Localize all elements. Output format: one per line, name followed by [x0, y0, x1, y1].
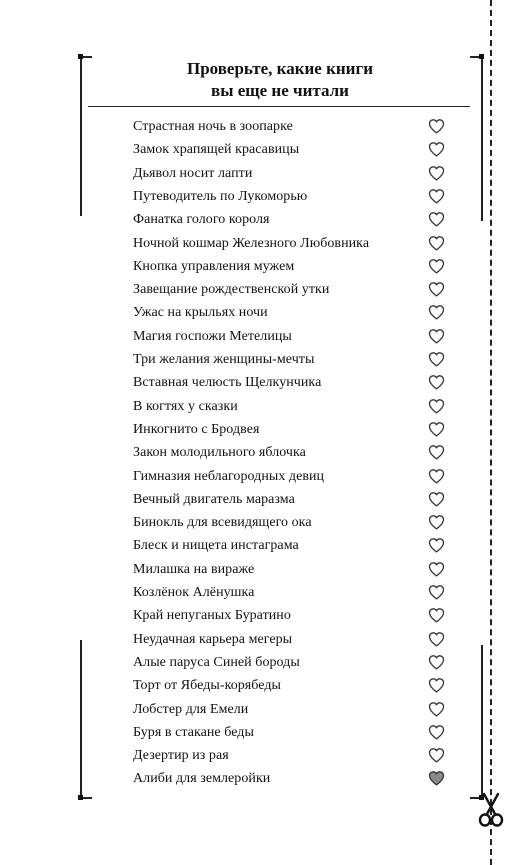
heart-outline-icon[interactable] [428, 398, 445, 415]
book-item [133, 465, 453, 488]
heart-outline-icon[interactable] [428, 444, 445, 461]
book-title: Милашка на вираже [133, 561, 255, 577]
book-item [133, 581, 453, 604]
book-title: Торт от Ябеды-корябеды [133, 678, 281, 694]
book-item [133, 418, 453, 441]
heart-outline-icon[interactable] [428, 351, 445, 368]
heart-filled-icon[interactable] [428, 770, 445, 787]
book-title: Край непуганых Буратино [133, 608, 291, 624]
book-item [133, 255, 453, 278]
book-title: В когтях у сказки [133, 398, 238, 414]
heart-outline-icon[interactable] [428, 421, 445, 438]
book-title: Гимназия неблагородных девиц [133, 468, 325, 484]
book-title: Бинокль для всевидящего ока [133, 515, 312, 531]
heart-outline-icon[interactable] [428, 701, 445, 718]
book-title: Блеск и нищета инстаграма [133, 538, 299, 554]
book-title: Страстная ночь в зоопарке [133, 119, 293, 134]
book-item [133, 558, 453, 581]
book-item [133, 185, 453, 208]
heart-outline-icon[interactable] [428, 537, 445, 554]
book-item [133, 651, 453, 674]
book-title: Магия госпожи Метелицы [133, 328, 292, 344]
heart-outline-icon[interactable] [428, 188, 445, 205]
book-item [133, 511, 453, 534]
heart-outline-icon[interactable] [428, 631, 445, 648]
heart-outline-icon[interactable] [428, 328, 445, 345]
book-title: Вечный двигатель маразма [133, 491, 295, 507]
book-item [133, 721, 453, 744]
book-item [133, 674, 453, 697]
heart-outline-icon[interactable] [428, 584, 445, 601]
book-item [133, 348, 453, 371]
book-title: Алые паруса Синей бороды [133, 654, 300, 670]
book-title: Ужас на крыльях ночи [133, 305, 268, 321]
heart-outline-icon[interactable] [428, 468, 445, 485]
book-title: Фанатка голого короля [133, 212, 270, 228]
heart-outline-icon[interactable] [428, 747, 445, 764]
title-line-2: вы еще не читали [211, 81, 349, 100]
heart-outline-icon[interactable] [428, 211, 445, 228]
book-title: Алиби для землеройки [133, 771, 271, 787]
book-item [133, 744, 453, 767]
book-item [133, 767, 453, 790]
heart-outline-icon[interactable] [428, 304, 445, 321]
book-item [133, 115, 453, 138]
heart-outline-icon[interactable] [428, 724, 445, 741]
book-item [133, 138, 453, 161]
heart-outline-icon[interactable] [428, 561, 445, 578]
heart-outline-icon[interactable] [428, 235, 445, 252]
heart-outline-icon[interactable] [428, 165, 445, 182]
heart-outline-icon[interactable] [428, 654, 445, 671]
heart-outline-icon[interactable] [428, 491, 445, 508]
heart-outline-icon[interactable] [428, 258, 445, 275]
book-title: Дьявол носит лапти [133, 165, 253, 181]
heart-outline-icon[interactable] [428, 677, 445, 694]
book-item [133, 628, 453, 651]
heart-outline-icon[interactable] [428, 281, 445, 298]
book-title: Дезертир из рая [133, 748, 229, 764]
book-title: Лобстер для Емели [133, 701, 249, 717]
heart-outline-icon[interactable] [428, 607, 445, 624]
book-item [133, 232, 453, 255]
book-title: Кнопка управления мужем [133, 258, 295, 274]
book-item [133, 162, 453, 185]
book-item [133, 208, 453, 231]
book-title: Замок храпящей красавицы [133, 142, 300, 158]
book-title: Неудачная карьера мегеры [133, 631, 293, 647]
book-title: Вставная челюсть Щелкунчика [133, 375, 322, 391]
book-item [133, 604, 453, 627]
heart-outline-icon[interactable] [428, 514, 445, 531]
book-item [133, 278, 453, 301]
book-item [133, 301, 453, 324]
heart-outline-icon[interactable] [428, 374, 445, 391]
book-title: Ночной кошмар Железного Любовника [133, 235, 370, 251]
book-item [133, 441, 453, 464]
heart-outline-icon[interactable] [428, 141, 445, 158]
book-item [133, 371, 453, 394]
book-title: Буря в стакане беды [133, 724, 254, 740]
title-line-1: Проверьте, какие книги [187, 59, 373, 78]
book-item [133, 325, 453, 348]
book-title: Три желания женщины-мечты [133, 352, 315, 367]
book-title: Козлёнок Алёнушка [133, 585, 255, 600]
book-title: Инкогнито с Бродвея [133, 421, 260, 437]
book-title: Завещание рождественской утки [133, 282, 330, 298]
heart-outline-icon[interactable] [428, 118, 445, 135]
book-title: Закон молодильного яблочка [133, 445, 306, 461]
book-item [133, 534, 453, 557]
book-item [133, 395, 453, 418]
book-title: Путеводитель по Лукоморью [133, 188, 308, 204]
book-item [133, 698, 453, 721]
book-item [133, 488, 453, 511]
